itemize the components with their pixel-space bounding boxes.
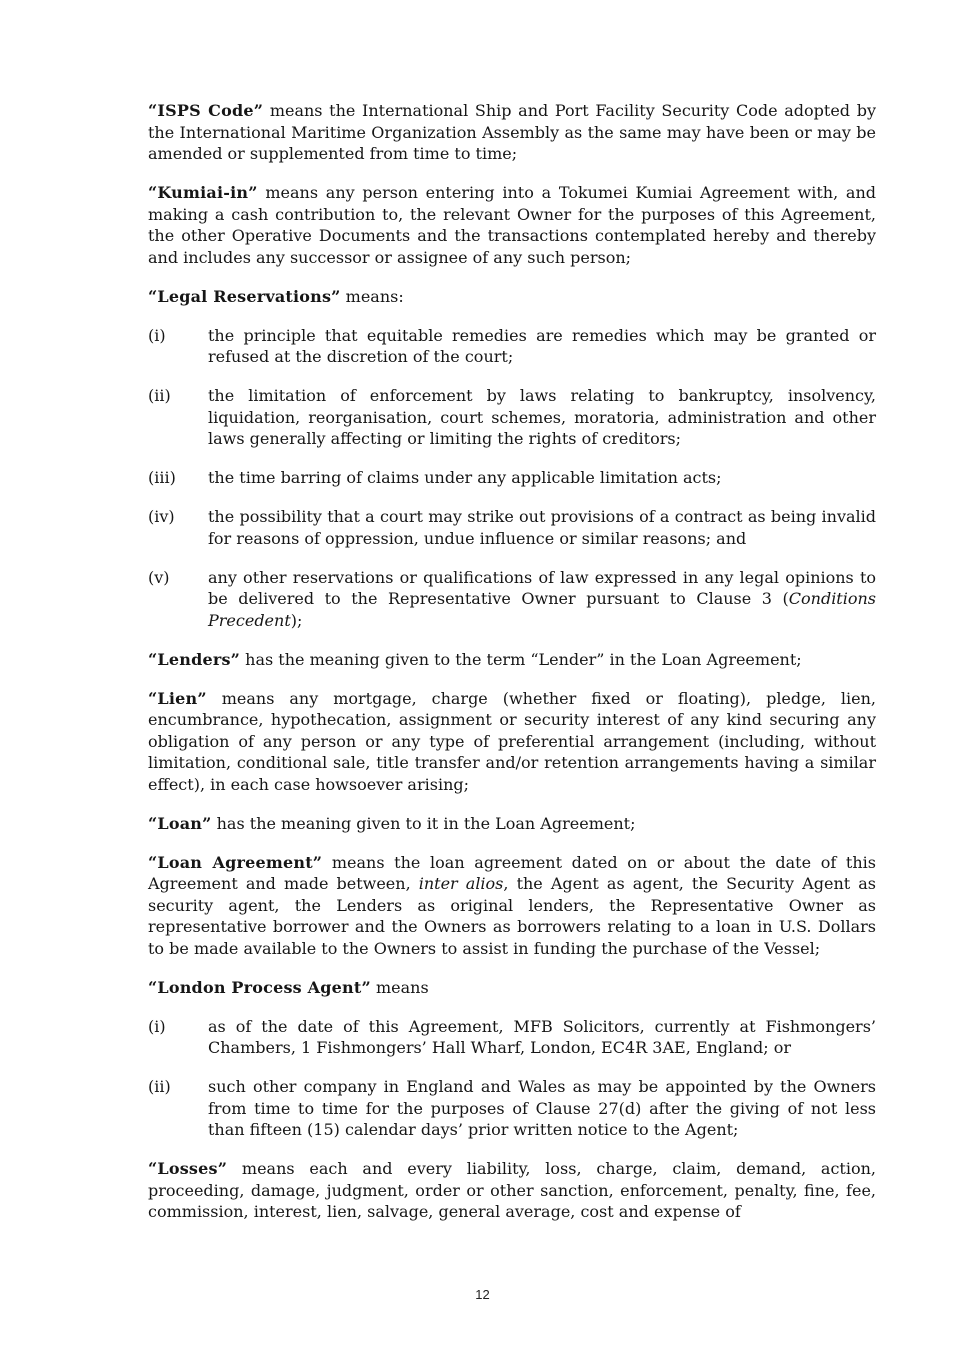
body-text: means	[370, 977, 429, 997]
list-marker: (v)	[148, 567, 170, 587]
list-item-text	[208, 567, 876, 632]
body-text: has the meaning given to it in the Loan Agreement;	[211, 813, 636, 833]
italic-text: inter alios	[418, 874, 504, 893]
definition-paragraph	[148, 813, 876, 835]
body-text: means any person entering into a Tokumei Kumiai Agreement with, and making a cash contribution to, the relevant Owner for the purposes of this Agreement, the other Operative Documents and the transactions contemplated hereby and thereby and includes any successor or assignee of any such person;	[148, 183, 876, 267]
page-number: 12	[475, 1287, 490, 1302]
list-item-text	[208, 385, 876, 450]
list-item-text	[208, 467, 876, 489]
body-text: any other reservations or qualifications of law expressed in any legal opinions to be delivered to the Representative Owner pursuant to Clause 3 (	[208, 567, 876, 608]
body-text: );	[290, 610, 303, 630]
definition-paragraph	[148, 649, 876, 671]
list-item	[148, 1016, 876, 1059]
list-marker: (i)	[148, 325, 166, 345]
defined-term: “Legal Reservations”	[148, 286, 341, 306]
body-text: the time barring of claims under any applicable limitation acts;	[208, 468, 722, 487]
defined-term: “Loan Agreement”	[148, 852, 323, 872]
defined-term: “Lien”	[148, 688, 207, 708]
definition-paragraph	[148, 852, 876, 960]
list-item	[148, 567, 876, 632]
definition-paragraph	[148, 1158, 876, 1223]
definition-paragraph	[148, 100, 876, 165]
list-marker: (ii)	[148, 386, 171, 405]
body-text: means any mortgage, charge (whether fixed or floating), pledge, lien, encumbrance, hypothecation, assignment or security interest of any kind securing any obligation of any person or any type of preferential arrangement (including, without limitation, conditional sale, title transfer and/or retention arrangements having a similar effect), in each case howsoever arising;	[148, 688, 876, 794]
definition-paragraph	[148, 977, 876, 999]
body-text: has the meaning given to the term “Lender” in the Loan Agreement;	[240, 649, 802, 669]
document-body	[148, 100, 876, 1240]
italic-text: Conditions Precedent	[208, 589, 876, 630]
list-marker: (ii)	[148, 1077, 171, 1096]
list-marker: (i)	[148, 1016, 166, 1036]
list-item	[148, 506, 876, 549]
defined-term: “Lenders”	[148, 649, 241, 669]
list-item	[148, 325, 876, 368]
list-item-text	[208, 506, 876, 549]
body-text: the limitation of enforcement by laws relating to bankruptcy, insolvency, liquidation, reorganisation, court schemes, moratoria, administration and other laws generally affecting or limiting the rights of creditors;	[208, 386, 876, 448]
list-item	[148, 385, 876, 450]
definition-paragraph	[148, 286, 876, 308]
list-item	[148, 1076, 876, 1141]
body-text: means:	[340, 286, 404, 306]
body-text: the principle that equitable remedies are remedies which may be granted or refused at the discretion of the court;	[208, 325, 876, 366]
body-text: means each and every liability, loss, charge, claim, demand, action, proceeding, damage, judgment, order or other sanction, enforcement, penalty, fine, fee, commission, interest, lien, salvage, general average, cost and expense of	[148, 1159, 876, 1221]
defined-term: “Losses”	[148, 1159, 228, 1178]
defined-term: “Loan”	[148, 813, 212, 833]
list-marker: (iv)	[148, 507, 175, 526]
body-text: means the loan agreement dated on or about the date of this Agreement and made between,	[148, 852, 876, 893]
list-marker: (iii)	[148, 468, 176, 487]
list-item	[148, 467, 876, 489]
list-item-text	[208, 325, 876, 368]
defined-term: “ISPS Code”	[148, 101, 264, 120]
defined-term: “London Process Agent”	[148, 977, 371, 997]
list-item-text	[208, 1076, 876, 1141]
body-text: as of the date of this Agreement, MFB Solicitors, currently at Fishmongers’ Chambers, 1 Fishmongers’ Hall Wharf, London, EC4R 3AE, England; or	[208, 1016, 876, 1057]
body-text: the possibility that a court may strike out provisions of a contract as being invalid for reasons of oppression, undue influence or similar reasons; and	[208, 507, 876, 548]
definition-paragraph	[148, 182, 876, 268]
body-text: , the Agent as agent, the Security Agent as security agent, the Lenders as original lenders, the Representative Owner as representative borrower and the Owners as borrowers relating to a loan in U.S. Dollars to be made available to the Owners to assist in funding the purchase of the Vessel;	[148, 874, 876, 958]
body-text: means the International Ship and Port Facility Security Code adopted by the International Maritime Organization Assembly as the same may have been or may be amended or supplemented from time to time;	[148, 101, 876, 163]
defined-term: “Kumiai-in”	[148, 183, 258, 202]
body-text: such other company in England and Wales as may be appointed by the Owners from time to time for the purposes of Clause 27(d) after the giving of not less than fifteen (15) calendar days’ prior written notice to the Agent;	[208, 1077, 876, 1139]
list-item-text	[208, 1016, 876, 1059]
definition-paragraph	[148, 688, 876, 796]
